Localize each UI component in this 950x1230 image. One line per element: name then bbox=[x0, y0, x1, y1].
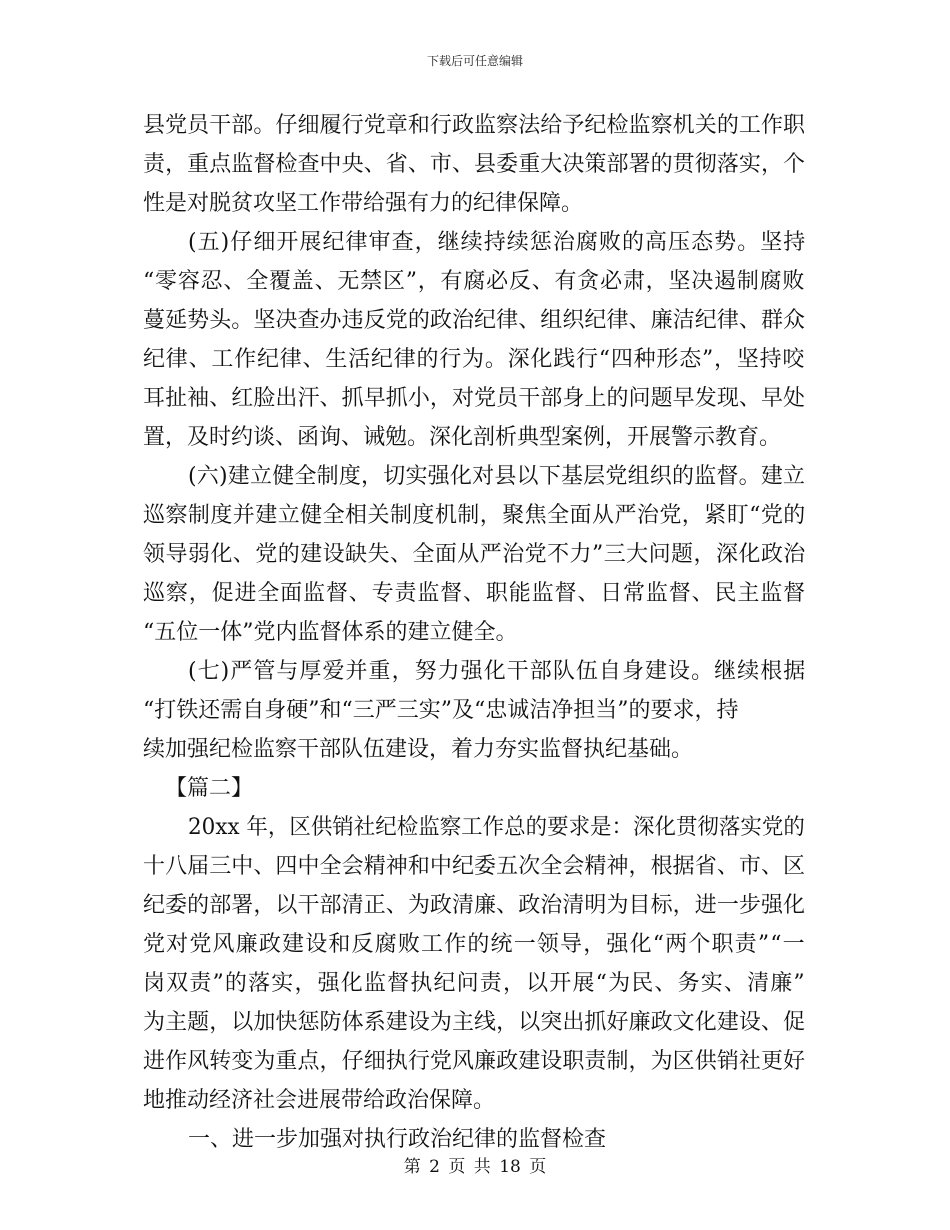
body-line: “五位一体”党内监督体系的建立健全。 bbox=[143, 620, 518, 645]
body-line: “零容忍、全覆盖、无禁区”，有腐必反、有贪必肃，坚决遏制腐败 bbox=[143, 269, 806, 294]
body-line: 续加强纪检监察干部队伍建设，着力夯实监督执纪基础。 bbox=[143, 737, 694, 762]
body-line: 领导弱化、党的建设缺失、全面从严治党不力”三大问题，深化政治 bbox=[143, 542, 806, 567]
body-line: 耳扯袖、红脸出汗、抓早抓小，对党员干部身上的问题早发现、早处 bbox=[143, 386, 806, 411]
body-line: 为主题，以加快惩防体系建设为主线，以突出抓好廉政文化建设、促 bbox=[143, 1010, 806, 1035]
body-line: (六)建立健全制度，切实强化对县以下基层党组织的监督。建立 bbox=[188, 464, 806, 489]
body-line: 纪律、工作纪律、生活纪律的行为。深化践行“四种形态”，坚持咬 bbox=[143, 347, 806, 372]
body-line: 进作风转变为重点，仔细执行党风廉政建设职责制，为区供销社更好 bbox=[143, 1049, 806, 1074]
body-line: 【篇二】 bbox=[165, 776, 254, 801]
body-line: 性是对脱贫攻坚工作带给强有力的纪律保障。 bbox=[143, 191, 584, 216]
body-line: 巡察，促进全面监督、专责监督、职能监督、日常监督、民主监督 bbox=[143, 581, 806, 606]
body-line: “打铁还需自身硬”和“三严三实”及“忠诚洁净担当”的要求，持 bbox=[143, 698, 739, 723]
body-line: 巡察制度并建立健全相关制度机制，聚焦全面从严治党，紧盯“党的 bbox=[143, 503, 806, 528]
body-line: 县党员干部。仔细履行党章和行政监察法给予纪检监察机关的工作职 bbox=[143, 113, 806, 138]
body-line: 置，及时约谈、函询、诫勉。深化剖析典型案例，开展警示教育。 bbox=[143, 425, 782, 450]
body-line: 20xx 年，区供销社纪检监察工作总的要求是：深化贯彻落实党的 bbox=[188, 815, 805, 840]
body-line: 党对党风廉政建设和反腐败工作的统一领导，强化“两个职责”“一 bbox=[143, 932, 806, 957]
page-number: 第 2 页 共 18 页 bbox=[403, 1157, 547, 1177]
body-line: 纪委的部署，以干部清正、为政清廉、政治清明为目标，进一步强化 bbox=[143, 893, 806, 918]
page-header-note: 下载后可任意编辑 bbox=[426, 54, 523, 68]
body-line: (五)仔细开展纪律审查，继续持续惩治腐败的高压态势。坚持 bbox=[188, 230, 807, 255]
body-line: 十八届三中、四中全会精神和中纪委五次全会精神，根据省、市、区 bbox=[143, 854, 806, 879]
body-line: 一、进一步加强对执行政治纪律的监督检查 bbox=[188, 1127, 607, 1152]
body-line: (七)严管与厚爱并重，努力强化干部队伍自身建设。继续根据 bbox=[188, 659, 807, 684]
body-line: 责，重点监督检查中央、省、市、县委重大决策部署的贯彻落实，个 bbox=[143, 152, 806, 177]
body-line: 蔓延势头。坚决查办违反党的政治纪律、组织纪律、廉洁纪律、群众 bbox=[143, 308, 806, 333]
body-line: 岗双责”的落实，强化监督执纪问责，以开展“为民、务实、清廉” bbox=[143, 971, 806, 996]
body-line: 地推动经济社会进展带给政治保障。 bbox=[143, 1088, 496, 1113]
